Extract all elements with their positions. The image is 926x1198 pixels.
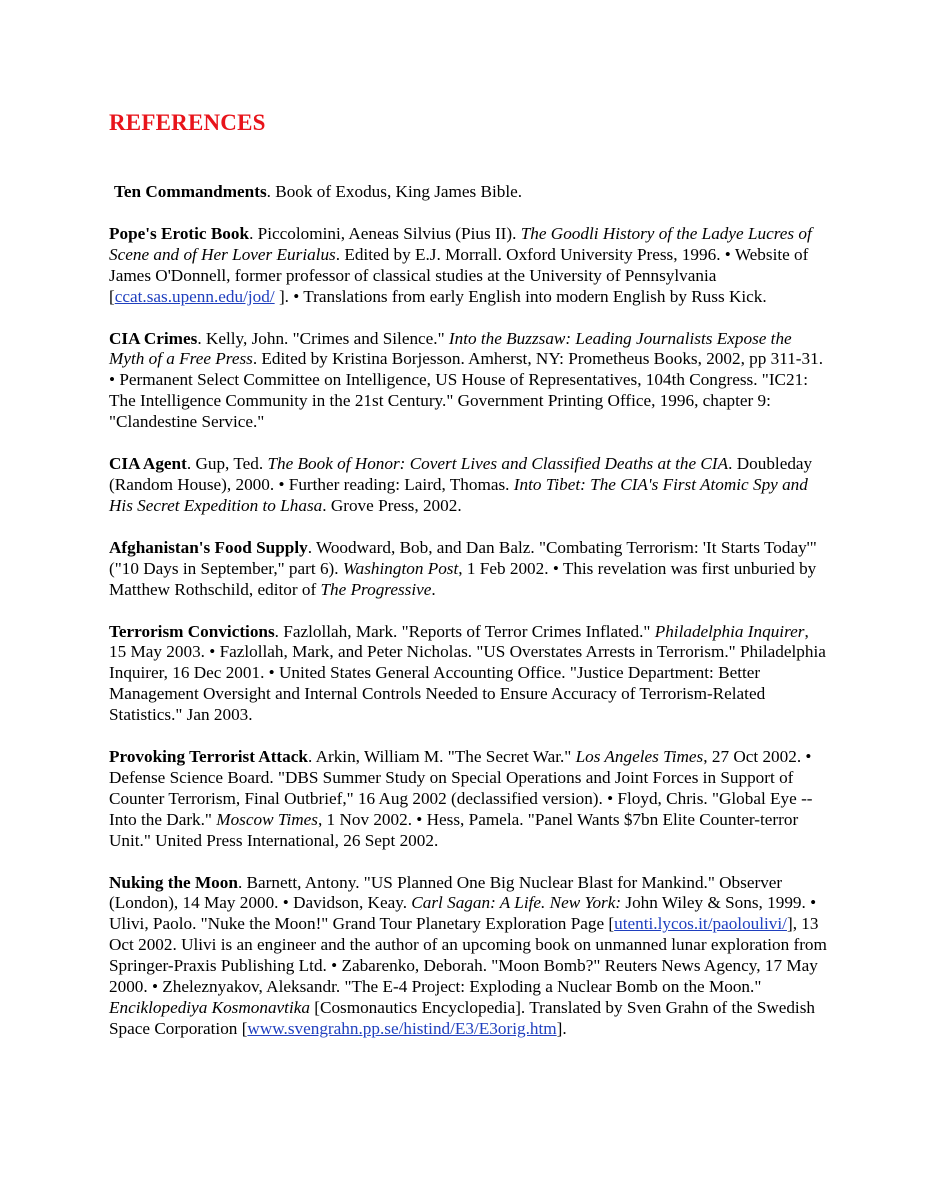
reference-work-title: Moscow Times: [216, 809, 318, 829]
reference-text: [Cosmonautics Encyclopedia]. Translated by Sven Grahn of the Swedish Space Corporation [: [109, 998, 815, 1038]
reference-work-title: Philadelphia Inquirer: [654, 621, 805, 641]
reference-work-title: The Progressive: [320, 579, 432, 599]
reference-entry: [109, 182, 829, 203]
reference-text: . Gup, Ted.: [186, 454, 268, 474]
reference-work-title: Enciklopediya Kosmonavtika: [109, 998, 310, 1017]
reference-text: . Grove Press, 2002.: [322, 495, 462, 515]
reference-text: , 27 Oct 2002. • Defense Science Board. "DBS Summer Study on Special Operations and Joint Forces in Support of Counter Terrorism, Final Outbrief," 16 Aug 2002 (declassified version). • Floyd, Chris. "Global Eye -- Into the Dark.": [109, 747, 813, 829]
reference-text: John Wiley & Sons, 1999. • Ulivi, Paolo. "Nuke the Moon!" Grand Tour Planetary Exploration Page [: [109, 893, 817, 934]
reference-text: ]. • Translations from early English into modern English by Russ Kick.: [274, 286, 767, 306]
reference-work-title: Carl Sagan: A Life. New York:: [411, 893, 622, 913]
reference-entry: [109, 329, 829, 434]
reference-work-title: Into the Buzzsaw: Leading Journalists Expose the Myth of a Free Press: [109, 328, 792, 369]
references-heading: REFERENCES: [109, 110, 266, 135]
reference-work-title: Los Angeles Times: [575, 747, 704, 767]
reference-text: , 1 Nov 2002. • Hess, Pamela. "Panel Wants $7bn Elite Counter-terror Unit." United Press International, 26 Sept 2002.: [109, 809, 799, 850]
reference-entry: [109, 747, 829, 852]
reference-entry: [109, 538, 829, 601]
reference-text: . Book of Exodus, King James Bible.: [266, 182, 523, 201]
reference-work-title: The Book of Honor: Covert Lives and Classified Deaths at the CIA: [267, 454, 729, 474]
reference-title: Ten Commandments: [114, 182, 267, 201]
reference-title: CIA Crimes: [109, 328, 198, 348]
reference-text: . Edited by E.J. Morrall. Oxford University Press, 1996. • Website of James O'Donnell, former professor of classical studies at the University of Pennsylvania [: [109, 244, 809, 306]
reference-text: .: [431, 579, 436, 599]
reference-link[interactable]: utenti.lycos.it/paoloulivi/: [614, 914, 787, 934]
reference-entry: [109, 873, 829, 1040]
reference-text: ], 13 Oct 2002. Ulivi is an engineer and the author of an upcoming book on unmanned lunar exploration from Springer-Praxis Publishing Ltd. • Zabarenko, Deborah. "Moon Bomb?" Reuters News Agency, 17 May 2000. • Zheleznyakov, Aleksandr. "The E-4 Project: Exploding a Nuclear Bomb on the Moon.": [109, 914, 827, 997]
reference-work-title: The Goodli History of the Ladye Lucres of Scene and of Her Lover Eurialus: [109, 223, 812, 264]
reference-title: Nuking the Moon: [109, 872, 238, 892]
document-page: [109, 108, 829, 1061]
reference-text: , 15 May 2003. • Fazlollah, Mark, and Peter Nicholas. "US Overstates Arrests in Terrorism." Philadelphia Inquirer, 16 Dec 2001. • United States General Accounting Office. "Justice Department: Better Management Oversight and Internal Controls Needed to Ensure Accuracy of Terrorism-Related Statistics." Jan 2003.: [109, 621, 826, 725]
reference-text: . Barnett, Antony. "US Planned One Big Nuclear Blast for Mankind." Observer (London), 14 May 2000. • Davidson, Keay.: [109, 872, 783, 913]
reference-work-title: Into Tibet: The CIA's First Atomic Spy and His Secret Expedition to Lhasa: [109, 474, 808, 515]
reference-entry: [109, 622, 829, 727]
reference-work-title: Washington Post: [342, 558, 459, 578]
reference-text: . Kelly, John. "Crimes and Silence.": [197, 328, 449, 348]
reference-text: . Arkin, William M. "The Secret War.": [307, 747, 576, 767]
reference-title: Provoking Terrorist Attack: [109, 747, 308, 767]
reference-entry: [109, 454, 829, 517]
reference-entry: [109, 224, 829, 308]
reference-text: ].: [556, 1018, 567, 1038]
reference-text: . Piccolomini, Aeneas Silvius (Pius II).: [249, 223, 521, 243]
reference-title: Afghanistan's Food Supply: [109, 537, 308, 557]
reference-text: , 1 Feb 2002. • This revelation was first unburied by Matthew Rothschild, editor of: [109, 558, 817, 599]
reference-text: . Edited by Kristina Borjesson. Amherst, NY: Prometheus Books, 2002, pp 311-31. • Permanent Select Committee on Intelligence, US House of Representatives, 104th Congress. "IC21: The Intelligence Community in the 21st Century." Government Printing Office, 1996, chapter 9: "Clandestine Service.": [109, 349, 824, 432]
reference-link[interactable]: ccat.sas.upenn.edu/jod/: [114, 286, 275, 306]
reference-title: Pope's Erotic Book: [109, 223, 250, 243]
reference-text: . Fazlollah, Mark. "Reports of Terror Crimes Inflated.": [274, 621, 655, 641]
reference-text: . Doubleday (Random House), 2000. • Further reading: Laird, Thomas.: [109, 454, 813, 494]
reference-link[interactable]: www.svengrahn.pp.se/histind/E3/E3orig.htm: [247, 1018, 557, 1038]
reference-title: CIA Agent: [109, 454, 187, 474]
reference-text: . Woodward, Bob, and Dan Balz. "Combating Terrorism: 'It Starts Today'" ("10 Days in September," part 6).: [109, 537, 817, 578]
reference-title: Terrorism Convictions: [109, 621, 275, 641]
